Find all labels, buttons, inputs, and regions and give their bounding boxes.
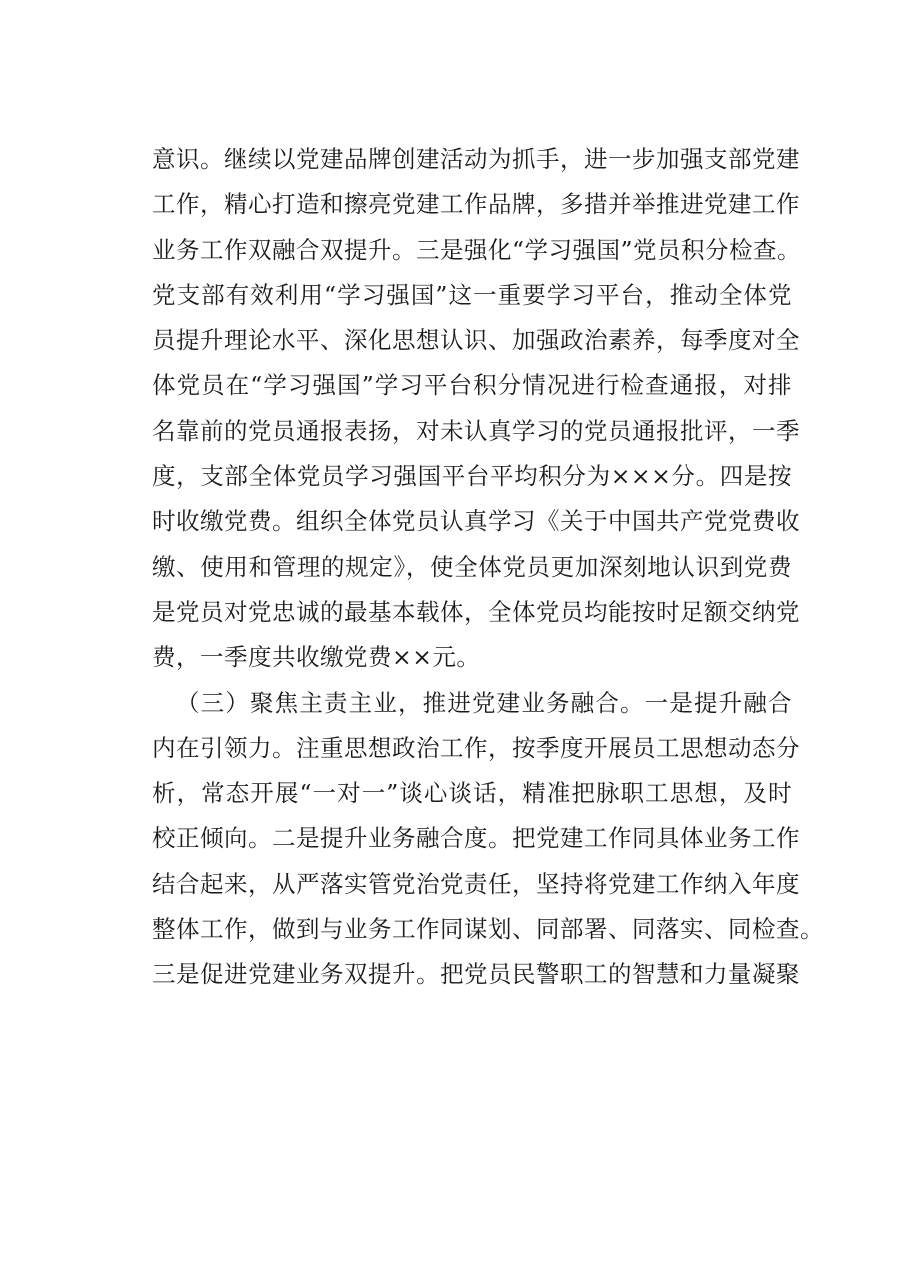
paragraph-heading-line: （三）聚焦主责主业，推进党建业务融合。一是提升融合 (176, 688, 792, 717)
document-body (152, 137, 824, 998)
paragraph-2 (152, 681, 824, 998)
text-line: 整体工作，做到与业务工作同谋划、同部署、同落实、同检查。 (152, 915, 824, 944)
text-line: 工作，精心打造和擦亮党建工作品牌，多措并举推进党建工作 (152, 190, 800, 219)
text-line: 名靠前的党员通报表扬，对未认真学习的党员通报批评，一季 (152, 416, 800, 445)
text-line: 时收缴党费。组织全体党员认真学习《关于中国共产党党费收 (152, 507, 800, 536)
text-line: 内在引领力。注重思想政治工作，按季度开展员工思想动态分 (152, 733, 800, 762)
text-line: 是党员对党忠诚的最基本载体，全体党员均能按时足额交纳党 (152, 597, 800, 626)
text-line: 费，一季度共收缴党费××元。 (152, 643, 481, 672)
text-line: 三是促进党建业务双提升。把党员民警职工的智慧和力量凝聚 (152, 960, 800, 989)
text-line: 结合起来，从严落实管党治党责任，坚持将党建工作纳入年度 (152, 869, 800, 898)
text-line: 缴、使用和管理的规定》，使全体党员更加深刻地认识到党费 (152, 552, 792, 581)
paragraph-1 (152, 137, 802, 681)
text-line (152, 681, 792, 726)
text-line: 体党员在“学习强国”学习平台积分情况进行检查通报，对排 (152, 371, 792, 400)
text-line: 度，支部全体党员学习强国平台平均积分为×××分。四是按 (152, 462, 792, 491)
text-line: 业务工作双融合双提升。三是强化“学习强国”党员积分检查。 (152, 235, 802, 264)
text-line: 员提升理论水平、深化思想认识、加强政治素养，每季度对全 (152, 326, 800, 355)
text-line: 意识。继续以党建品牌创建活动为抓手，进一步加强支部党建 (152, 145, 800, 173)
text-line: 校正倾向。二是提升业务融合度。把党建工作同具体业务工作 (152, 824, 800, 853)
text-line: 党支部有效利用“学习强国”这一重要学习平台，推动全体党 (152, 280, 792, 309)
text-line: 析，常态开展“一对一”谈心谈话，精准把脉职工思想，及时 (152, 779, 792, 808)
